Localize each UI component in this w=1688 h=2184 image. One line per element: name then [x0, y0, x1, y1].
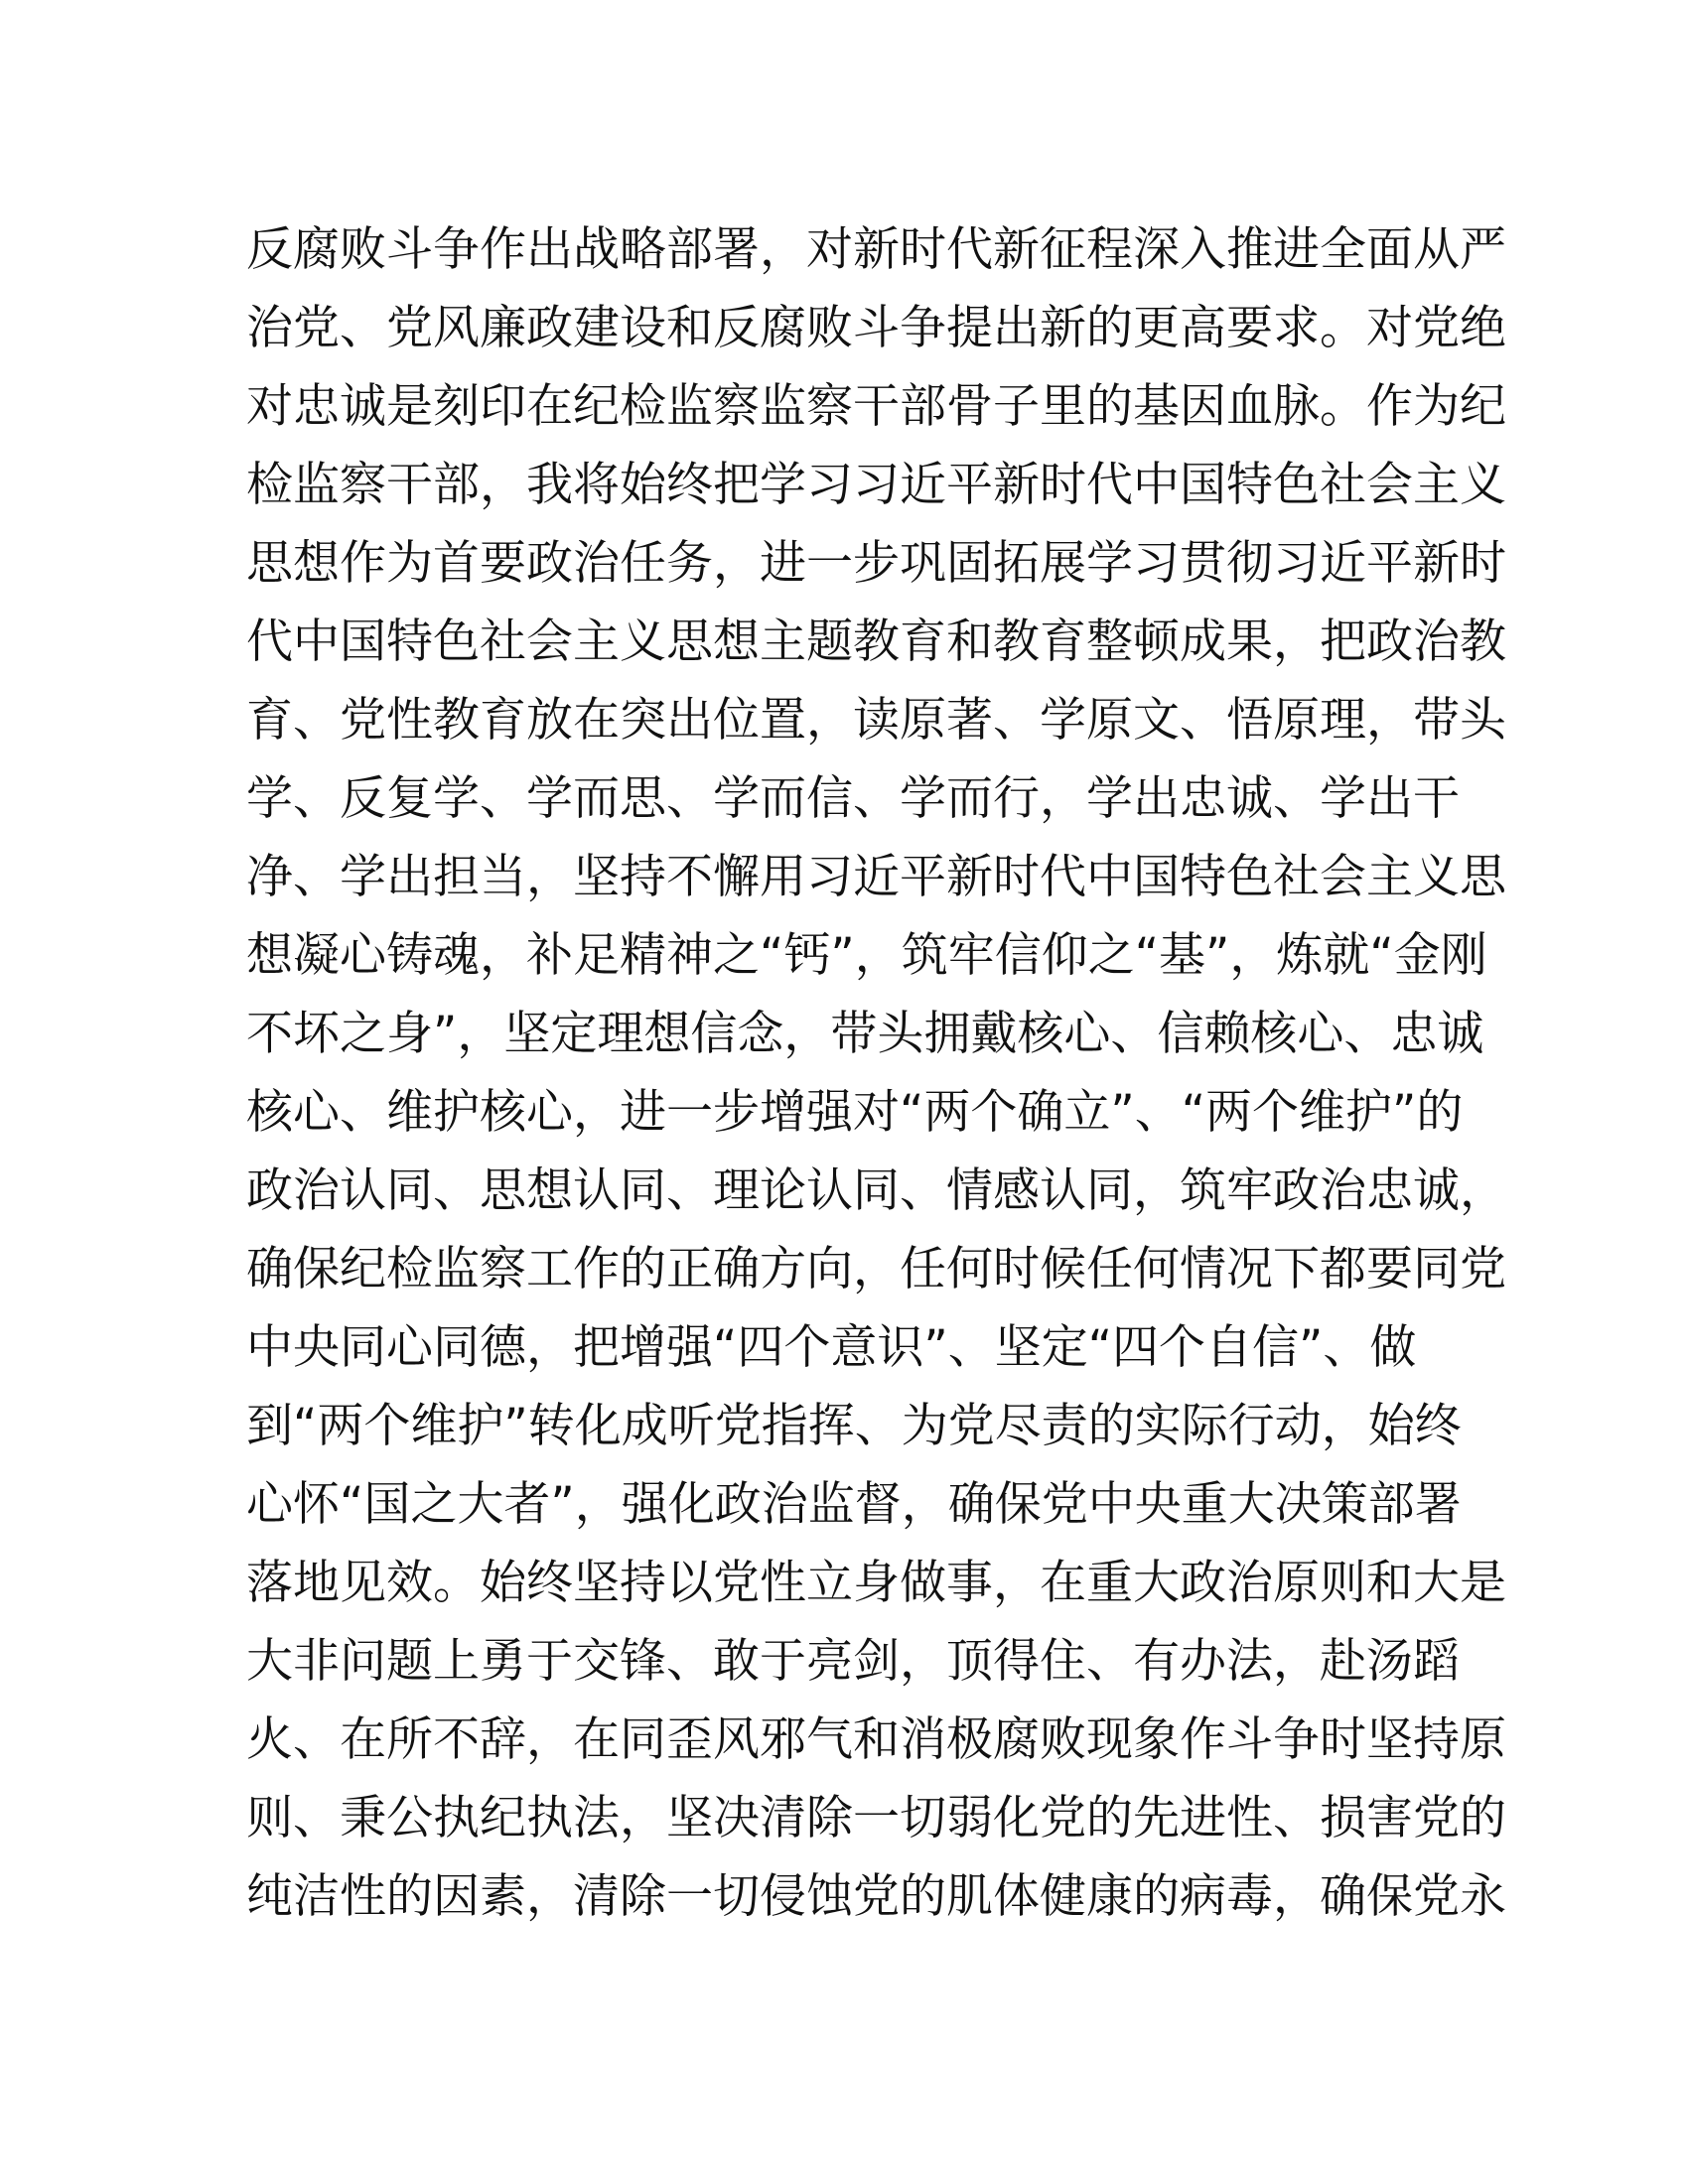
text-line: 代中国特色社会主义思想主题教育和教育整顿成果，把政治教: [246, 614, 1506, 669]
text-line: 大非问题上勇于交锋、敢于亮剑，顶得住、有办法，赴汤蹈: [246, 1634, 1460, 1689]
text-line: 反腐败斗争作出战略部署，对新时代新征程深入推进全面从严: [246, 222, 1506, 277]
text-line: 心怀“国之大者”，强化政治监督，确保党中央重大决策部署: [246, 1477, 1462, 1532]
text-line: 火、在所不辞，在同歪风邪气和消极腐败现象作斗争时坚持原: [246, 1712, 1506, 1767]
text-line: 思想作为首要政治任务，进一步巩固拓展学习贯彻习近平新时: [246, 536, 1506, 591]
text-line: 治党、党风廉政建设和反腐败斗争提出新的更高要求。对党绝: [246, 301, 1506, 355]
body-paragraph: [246, 210, 1506, 1936]
text-line: 到“两个维护”转化成听党指挥、为党尽责的实际行动，始终: [246, 1399, 1462, 1453]
text-line: 想凝心铸魂，补足精神之“钙”，筑牢信仰之“基”，炼就“金刚: [246, 928, 1487, 983]
text-line: 育、党性教育放在突出位置，读原著、学原文、悟原理，带头: [246, 693, 1506, 748]
text-line: 对忠诚是刻印在纪检监察监察干部骨子里的基因血脉。作为纪: [246, 379, 1506, 434]
text-line: 则、秉公执纪执法，坚决清除一切弱化党的先进性、损害党的: [246, 1791, 1506, 1845]
text-line: 学、反复学、学而思、学而信、学而行，学出忠诚、学出干: [246, 771, 1460, 826]
text-line: 中央同心同德，把增强“四个意识”、坚定“四个自信”、做: [246, 1320, 1417, 1375]
text-line: 不坏之身”，坚定理想信念，带头拥戴核心、信赖核心、忠诚: [246, 1007, 1484, 1061]
text-line: 检监察干部，我将始终把学习习近平新时代中国特色社会主义: [246, 458, 1506, 512]
text-line: 核心、维护核心，进一步增强对“两个确立”、“两个维护”的: [246, 1085, 1464, 1140]
text-line: 政治认同、思想认同、理论认同、情感认同，筑牢政治忠诚，: [246, 1163, 1506, 1218]
text-line: 落地见效。始终坚持以党性立身做事，在重大政治原则和大是: [246, 1556, 1506, 1610]
text-line: 确保纪检监察工作的正确方向，任何时候任何情况下都要同党: [246, 1242, 1506, 1297]
text-line: 净、学出担当，坚持不懈用习近平新时代中国特色社会主义思: [246, 850, 1506, 904]
text-line: 纯洁性的因素，清除一切侵蚀党的肌体健康的病毒，确保党永: [246, 1869, 1506, 1924]
